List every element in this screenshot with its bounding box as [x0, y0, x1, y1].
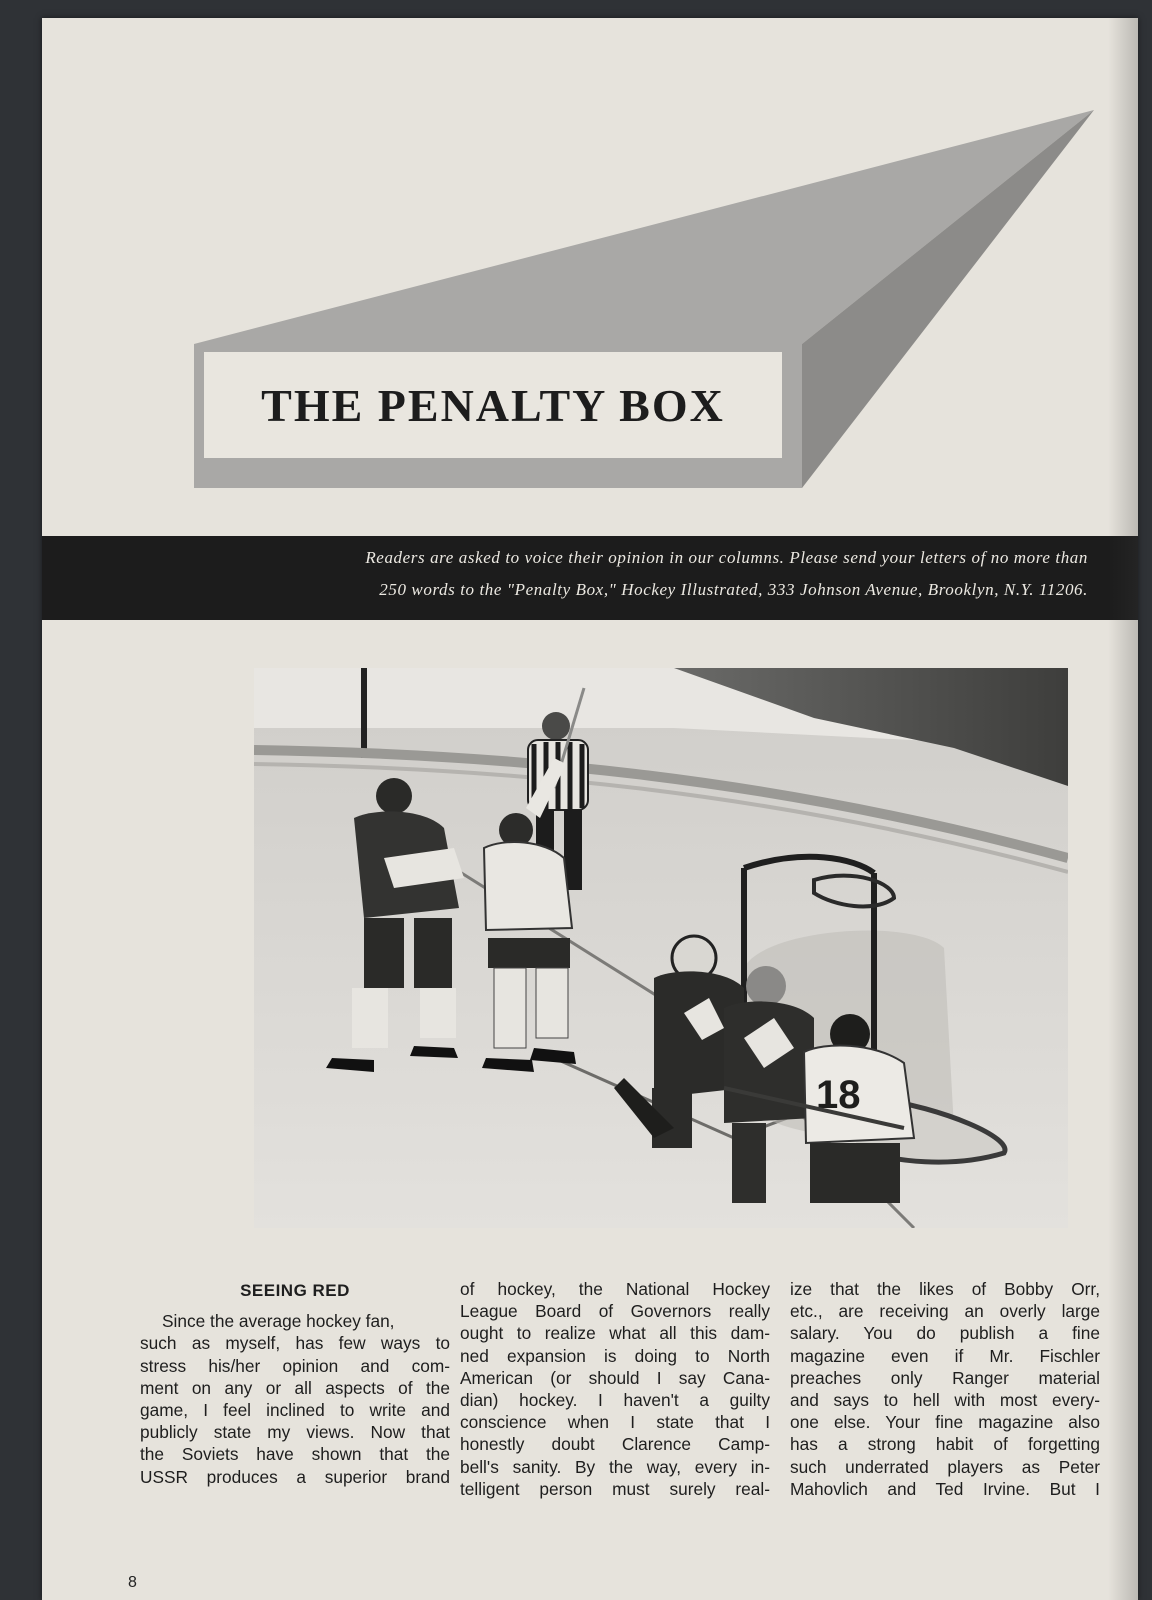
article-line: and says to hell with most every-	[790, 1390, 1100, 1411]
article-line: ment on any or all aspects of the	[140, 1377, 450, 1398]
notice-line-2: 250 words to the "Penalty Box," Hockey Illustrated, 333 Johnson Avenue, Brooklyn, N.Y. 11206.	[379, 580, 1088, 599]
magazine-page	[42, 18, 1138, 1600]
article-line: game, I feel inclined to write and	[140, 1400, 450, 1421]
article-line: conscience when I state that I	[460, 1412, 770, 1433]
article-line: ize that the likes of Bobby Orr,	[790, 1279, 1100, 1299]
article-line: American (or should I say Cana-	[460, 1367, 770, 1388]
article-line: magazine even if Mr. Fischler	[790, 1345, 1100, 1366]
penalty-box-banner-graphic	[42, 18, 1138, 538]
article-line: such as myself, has few ways to	[140, 1333, 450, 1354]
article-line: etc., are receiving an overly large	[790, 1301, 1100, 1322]
article-line: ned expansion is doing to North	[460, 1345, 770, 1366]
reader-notice-bar	[42, 536, 1138, 620]
article-line: League Board of Governors really	[460, 1301, 770, 1322]
photo-illustration	[254, 668, 1068, 1228]
article-line: telligent person must surely real-	[460, 1478, 770, 1499]
article-line: Since the average hockey fan,	[162, 1311, 395, 1332]
article-line: publicly state my views. Now that	[140, 1422, 450, 1443]
article-line: dian) hockey. I haven't a guilty	[460, 1390, 770, 1411]
page-number: 8	[128, 1574, 137, 1591]
article-line: stress his/her opinion and com-	[140, 1355, 450, 1376]
article-line: of hockey, the National Hockey	[460, 1279, 770, 1299]
article-line: Mahovlich and Ted Irvine. But I	[790, 1478, 1100, 1499]
article-column-3	[790, 1278, 1100, 1500]
title-panel	[204, 352, 782, 458]
notice-line-1: Readers are asked to voice their opinion in our columns. Please send your letters of no more than	[365, 548, 1088, 567]
article-line: has a strong habit of forgetting	[790, 1434, 1100, 1455]
article-line: ought to realize what all this dam-	[460, 1323, 770, 1344]
article-line: honestly doubt Clarence Camp-	[460, 1434, 770, 1455]
letters-article	[140, 1280, 1152, 1580]
article-line: one else. Your fine magazine also	[790, 1412, 1100, 1433]
article-line: such underrated players as Peter	[790, 1456, 1100, 1477]
page-edge-shadow	[1108, 18, 1138, 1600]
page-title: THE PENALTY BOX	[261, 379, 725, 431]
article-line: bell's sanity. By the way, every in-	[460, 1456, 770, 1477]
hockey-action-photo	[254, 668, 1068, 1228]
article-column-2	[460, 1278, 770, 1500]
article-heading: SEEING RED	[240, 1281, 350, 1300]
jersey-number: 18	[816, 1073, 861, 1117]
article-line: USSR produces a superior brand	[140, 1466, 450, 1487]
article-line: salary. You do publish a fine	[790, 1323, 1100, 1344]
article-column-1	[140, 1280, 450, 1488]
article-line: the Soviets have shown that the	[140, 1444, 450, 1465]
article-line: preaches only Ranger material	[790, 1367, 1100, 1388]
